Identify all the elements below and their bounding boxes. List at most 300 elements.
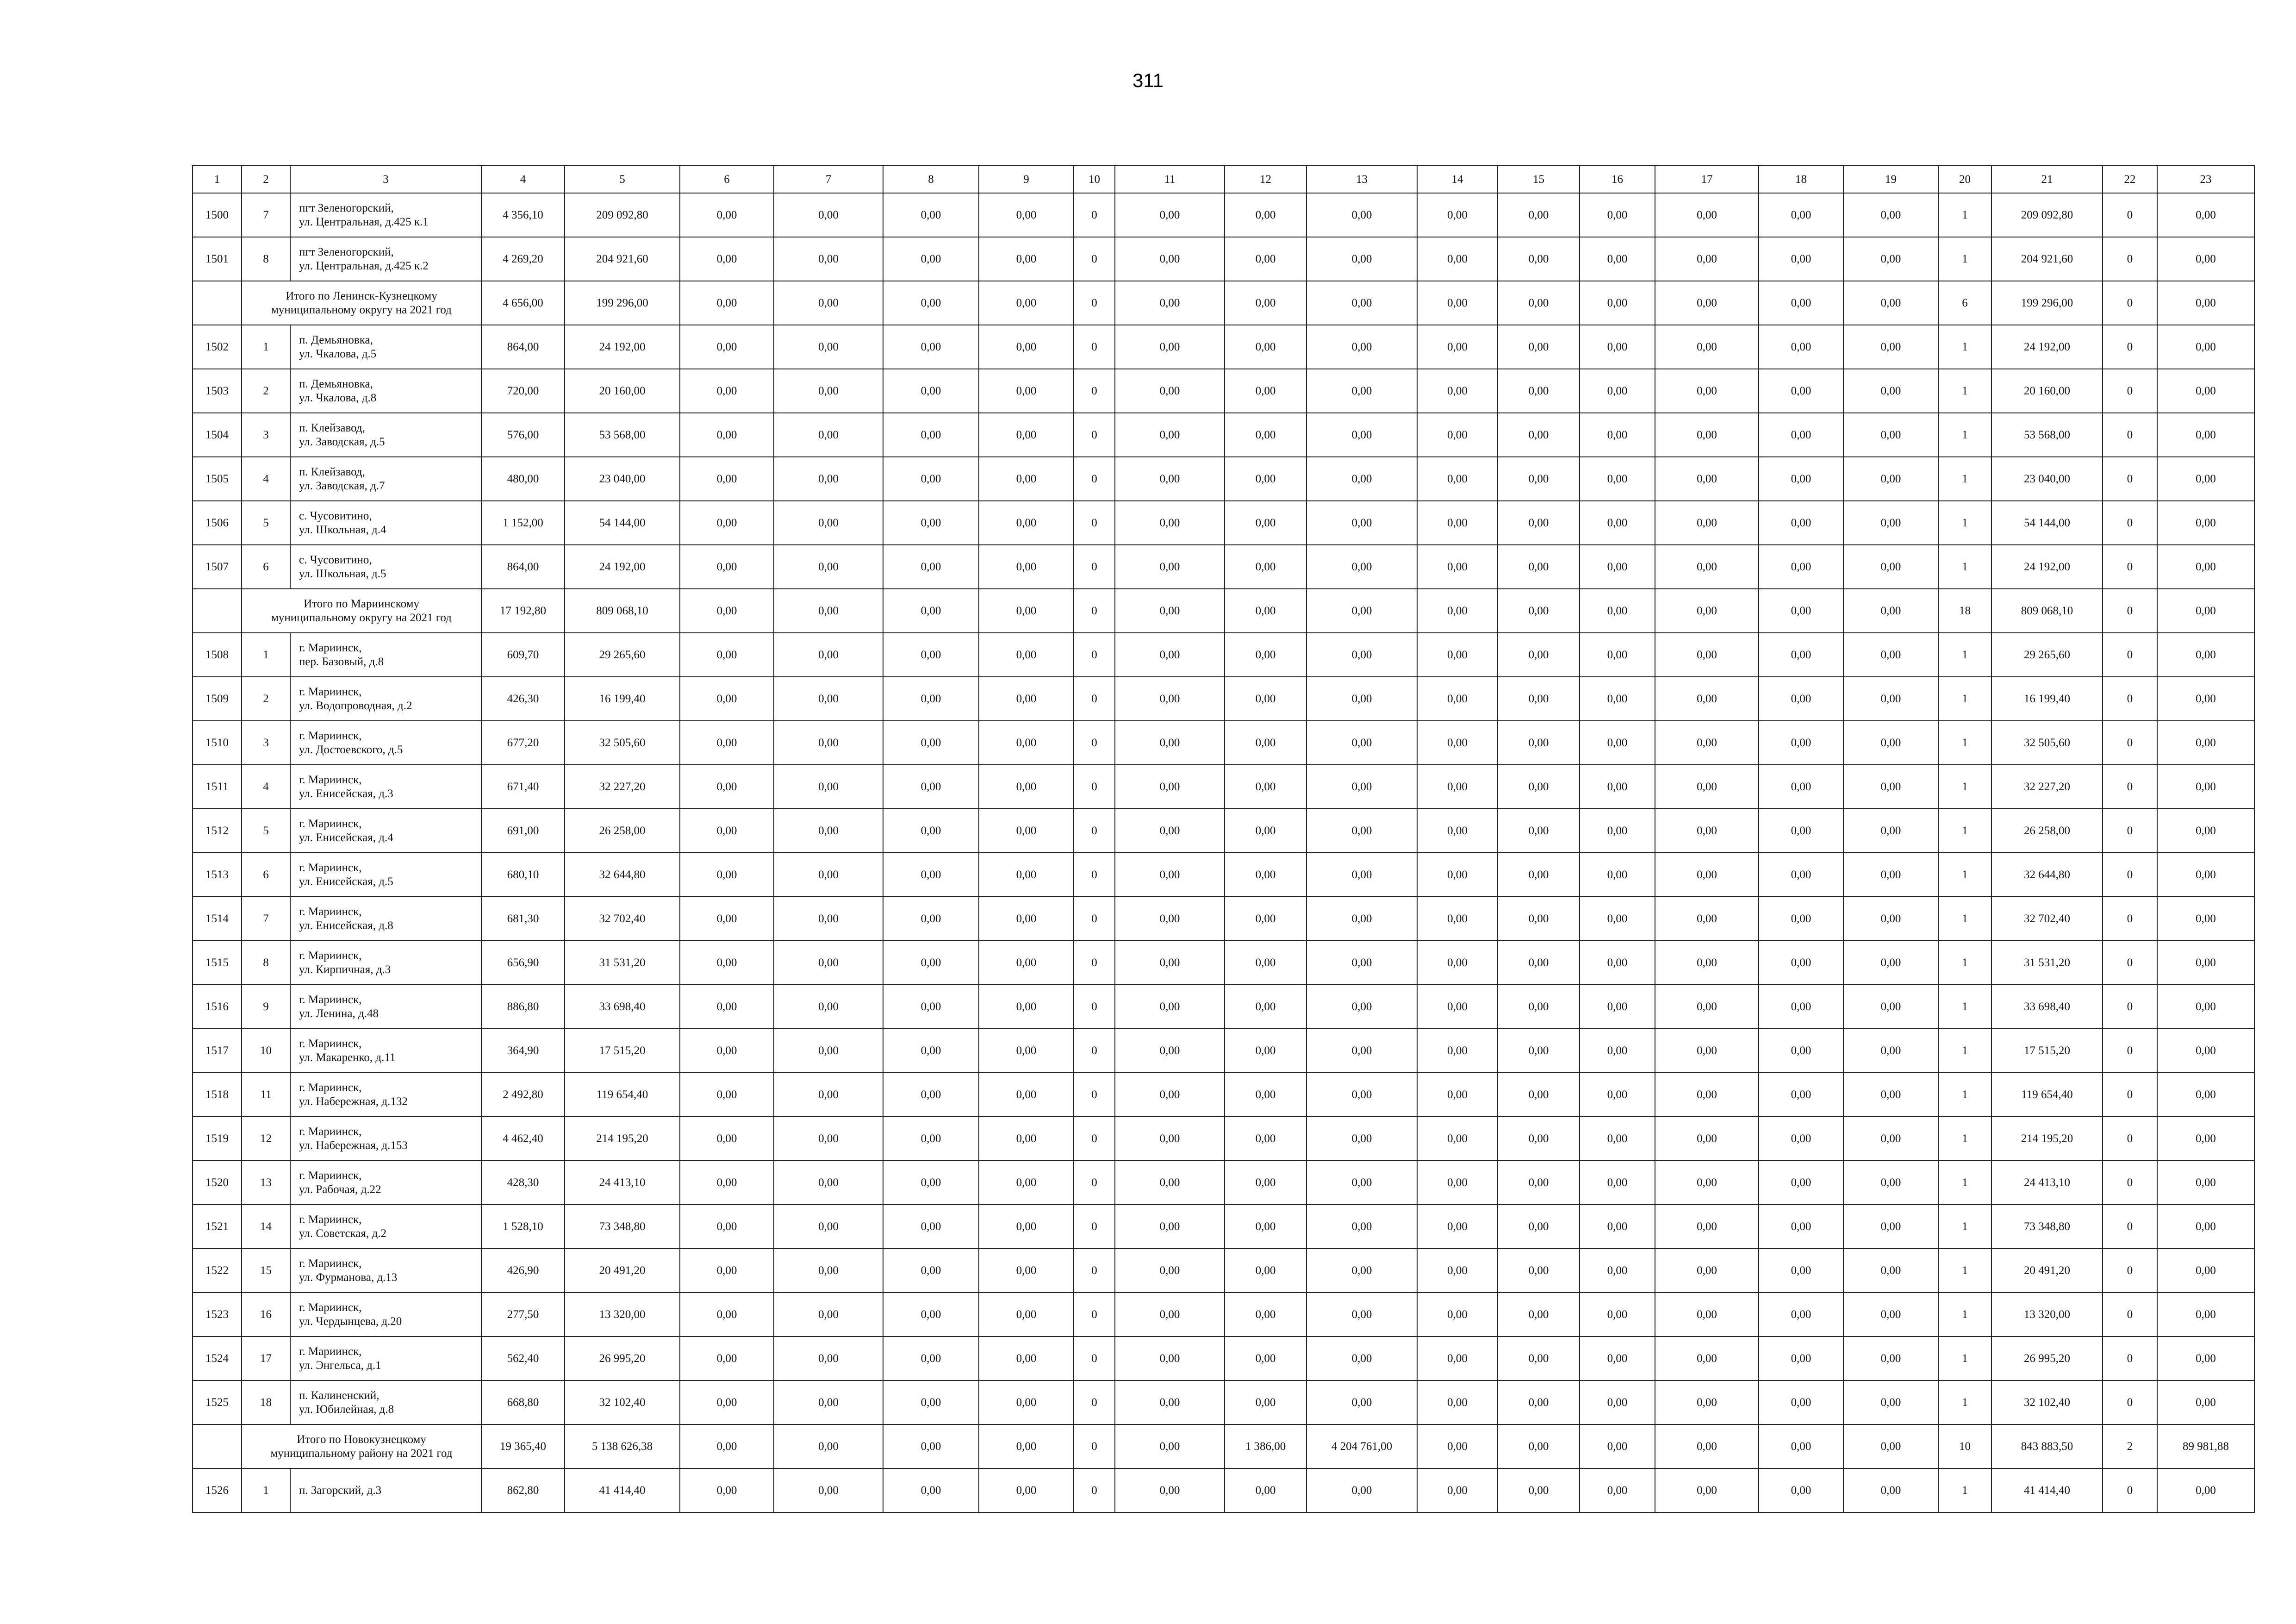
value-cell: 0,00 <box>1580 1424 1655 1468</box>
value-cell: 0,00 <box>680 633 774 677</box>
value-cell: 0,00 <box>979 853 1074 897</box>
value-cell: 0 <box>1074 545 1115 589</box>
value-cell: 0,00 <box>1655 325 1759 369</box>
column-header: 9 <box>979 166 1074 193</box>
value-cell: 0,00 <box>1417 1249 1498 1293</box>
address-cell <box>290 941 481 985</box>
value-cell: 0,00 <box>1115 325 1225 369</box>
table-row <box>193 369 2254 413</box>
value-cell: 0,00 <box>1759 1468 1843 1512</box>
value-cell: 0,00 <box>680 1029 774 1073</box>
value-cell: 0,00 <box>1417 1161 1498 1205</box>
value-cell: 0,00 <box>2157 501 2254 545</box>
value-cell: 0,00 <box>1225 1380 1307 1424</box>
value-cell: 24 192,00 <box>565 325 680 369</box>
value-cell: 0 <box>1074 1380 1115 1424</box>
value-cell: 1 <box>1938 369 1991 413</box>
value-cell: 1 <box>1938 1029 1991 1073</box>
value-cell: 0,00 <box>1759 1161 1843 1205</box>
value-cell: 32 702,40 <box>565 897 680 941</box>
row-id-cell: 1510 <box>193 721 242 765</box>
address-line: г. Мариинск, <box>299 993 362 1006</box>
value-cell: 0,00 <box>1498 1468 1580 1512</box>
table-row <box>193 721 2254 765</box>
value-cell: 0,00 <box>1843 237 1938 281</box>
value-cell: 0,00 <box>1843 193 1938 237</box>
value-cell: 0 <box>1074 721 1115 765</box>
value-cell: 0,00 <box>1580 897 1655 941</box>
value-cell: 0,00 <box>680 1424 774 1468</box>
value-cell: 0,00 <box>774 457 883 501</box>
value-cell: 0,00 <box>883 985 979 1029</box>
value-cell: 0,00 <box>1759 281 1843 325</box>
value-cell: 1 <box>1938 1205 1991 1249</box>
row-id-cell: 1516 <box>193 985 242 1029</box>
value-cell: 0,00 <box>1225 633 1307 677</box>
table-row <box>193 545 2254 589</box>
value-cell: 0,00 <box>2157 1117 2254 1161</box>
value-cell: 53 568,00 <box>1991 413 2103 457</box>
value-cell: 0,00 <box>1843 1337 1938 1380</box>
value-cell: 0,00 <box>1655 765 1759 809</box>
value-cell: 0,00 <box>883 1073 979 1117</box>
row-id-cell: 1520 <box>193 1161 242 1205</box>
value-cell: 0,00 <box>1843 1161 1938 1205</box>
value-cell: 0,00 <box>680 237 774 281</box>
value-cell: 41 414,40 <box>565 1468 680 1512</box>
value-cell: 0,00 <box>1843 413 1938 457</box>
value-cell: 0,00 <box>1498 1161 1580 1205</box>
value-cell: 0,00 <box>680 941 774 985</box>
value-cell: 0,00 <box>680 325 774 369</box>
value-cell: 0,00 <box>1115 1073 1225 1117</box>
value-cell: 0,00 <box>1307 1249 1417 1293</box>
address-line: г. Мариинск, <box>299 729 362 742</box>
value-cell: 0,00 <box>979 457 1074 501</box>
value-cell: 0 <box>2103 281 2157 325</box>
value-cell: 0,00 <box>1498 281 1580 325</box>
value-cell: 209 092,80 <box>565 193 680 237</box>
table-row <box>193 1029 2254 1073</box>
value-cell: 0,00 <box>2157 1249 2254 1293</box>
value-cell: 0,00 <box>1225 1293 1307 1337</box>
column-header: 23 <box>2157 166 2254 193</box>
value-cell: 0,00 <box>1580 1161 1655 1205</box>
row-number-cell: 4 <box>242 765 290 809</box>
address-line: г. Мариинск, <box>299 773 362 786</box>
value-cell: 0,00 <box>1580 985 1655 1029</box>
value-cell: 0,00 <box>1759 765 1843 809</box>
value-cell: 0,00 <box>1498 193 1580 237</box>
value-cell: 0 <box>2103 853 2157 897</box>
value-cell: 0,00 <box>1115 1161 1225 1205</box>
value-cell: 0,00 <box>774 1293 883 1337</box>
value-cell: 0,00 <box>1225 985 1307 1029</box>
value-cell: 0,00 <box>680 1468 774 1512</box>
value-cell: 1 <box>1938 985 1991 1029</box>
row-id-cell: 1512 <box>193 809 242 853</box>
value-cell: 0 <box>2103 1293 2157 1337</box>
value-cell: 0,00 <box>979 677 1074 721</box>
value-cell: 0,00 <box>1225 237 1307 281</box>
value-cell: 0,00 <box>1498 721 1580 765</box>
address-line: г. Мариинск, <box>299 861 362 874</box>
address-line: с. Чусовитино, <box>299 553 372 566</box>
value-cell: 0,00 <box>1225 1029 1307 1073</box>
empty-cell <box>193 281 242 325</box>
value-cell: 0,00 <box>1307 545 1417 589</box>
value-cell: 0,00 <box>1759 721 1843 765</box>
address-line: ул. Чкалова, д.5 <box>299 347 377 360</box>
address-cell <box>290 1161 481 1205</box>
value-cell: 0,00 <box>1225 765 1307 809</box>
row-number-cell: 6 <box>242 853 290 897</box>
value-cell: 0 <box>2103 1029 2157 1073</box>
address-cell <box>290 1073 481 1117</box>
value-cell: 0,00 <box>2157 281 2254 325</box>
address-line: ул. Рабочая, д.22 <box>299 1183 381 1196</box>
value-cell: 0,00 <box>1843 765 1938 809</box>
value-cell: 0 <box>2103 589 2157 633</box>
value-cell: 0,00 <box>1580 1337 1655 1380</box>
value-cell: 0,00 <box>774 1468 883 1512</box>
value-cell: 0,00 <box>1655 853 1759 897</box>
value-cell: 0,00 <box>1115 1293 1225 1337</box>
value-cell: 0,00 <box>2157 941 2254 985</box>
value-cell: 204 921,60 <box>1991 237 2103 281</box>
value-cell: 0,00 <box>1655 545 1759 589</box>
value-cell: 0,00 <box>1225 325 1307 369</box>
address-line: г. Мариинск, <box>299 817 362 830</box>
value-cell: 720,00 <box>481 369 565 413</box>
value-cell: 0,00 <box>1498 1117 1580 1161</box>
value-cell: 0,00 <box>1655 1380 1759 1424</box>
value-cell: 864,00 <box>481 325 565 369</box>
row-number-cell: 4 <box>242 457 290 501</box>
value-cell: 0,00 <box>883 941 979 985</box>
address-line: ул. Макаренко, д.11 <box>299 1051 396 1064</box>
value-cell: 1 <box>1938 677 1991 721</box>
value-cell: 428,30 <box>481 1161 565 1205</box>
value-cell: 0,00 <box>680 413 774 457</box>
value-cell: 0,00 <box>1307 501 1417 545</box>
value-cell: 0 <box>1074 1117 1115 1161</box>
value-cell: 29 265,60 <box>565 633 680 677</box>
value-cell: 0,00 <box>883 193 979 237</box>
value-cell: 0,00 <box>2157 545 2254 589</box>
total-label-line: Итого по Новокузнецкому <box>297 1433 426 1446</box>
value-cell: 0,00 <box>1655 1337 1759 1380</box>
value-cell: 0,00 <box>680 501 774 545</box>
column-header: 7 <box>774 166 883 193</box>
value-cell: 0,00 <box>1307 1468 1417 1512</box>
value-cell: 0,00 <box>1498 589 1580 633</box>
value-cell: 0,00 <box>1580 545 1655 589</box>
value-cell: 0,00 <box>2157 325 2254 369</box>
row-number-cell: 5 <box>242 501 290 545</box>
address-line: п. Загорский, д.3 <box>299 1484 382 1497</box>
value-cell: 0,00 <box>883 677 979 721</box>
value-cell: 681,30 <box>481 897 565 941</box>
address-line: пгт Зеленогорский, <box>299 245 394 258</box>
value-cell: 0,00 <box>1417 809 1498 853</box>
value-cell: 0,00 <box>883 809 979 853</box>
value-cell: 0 <box>2103 765 2157 809</box>
value-cell: 0,00 <box>1417 721 1498 765</box>
value-cell: 13 320,00 <box>1991 1293 2103 1337</box>
value-cell: 0,00 <box>1655 1468 1759 1512</box>
value-cell: 0,00 <box>2157 413 2254 457</box>
value-cell: 0 <box>1074 985 1115 1029</box>
value-cell: 0 <box>1074 633 1115 677</box>
value-cell: 1 <box>1938 853 1991 897</box>
value-cell: 0,00 <box>1843 457 1938 501</box>
value-cell: 0,00 <box>883 853 979 897</box>
value-cell: 0,00 <box>883 1205 979 1249</box>
row-id-cell: 1505 <box>193 457 242 501</box>
value-cell: 0,00 <box>1307 721 1417 765</box>
column-header: 16 <box>1580 166 1655 193</box>
value-cell: 32 505,60 <box>1991 721 2103 765</box>
value-cell: 0,00 <box>1843 281 1938 325</box>
column-header: 15 <box>1498 166 1580 193</box>
value-cell: 0,00 <box>1417 325 1498 369</box>
row-id-cell: 1515 <box>193 941 242 985</box>
value-cell: 0,00 <box>1307 1293 1417 1337</box>
value-cell: 0,00 <box>1580 589 1655 633</box>
address-cell <box>290 369 481 413</box>
value-cell: 0,00 <box>1843 1468 1938 1512</box>
value-cell: 0,00 <box>883 369 979 413</box>
column-header: 14 <box>1417 166 1498 193</box>
table-row <box>193 941 2254 985</box>
value-cell: 0 <box>1074 1337 1115 1380</box>
value-cell: 677,20 <box>481 721 565 765</box>
value-cell: 209 092,80 <box>1991 193 2103 237</box>
value-cell: 0,00 <box>1225 413 1307 457</box>
column-header: 18 <box>1759 166 1843 193</box>
value-cell: 0,00 <box>1759 897 1843 941</box>
value-cell: 0,00 <box>2157 1029 2254 1073</box>
value-cell: 0,00 <box>1115 897 1225 941</box>
address-line: г. Мариинск, <box>299 1081 362 1094</box>
value-cell: 0,00 <box>1655 633 1759 677</box>
value-cell: 0,00 <box>883 633 979 677</box>
table-row <box>193 809 2254 853</box>
value-cell: 0,00 <box>1307 897 1417 941</box>
value-cell: 0,00 <box>2157 1337 2254 1380</box>
value-cell: 0,00 <box>1759 985 1843 1029</box>
address-cell <box>290 237 481 281</box>
value-cell: 18 <box>1938 589 1991 633</box>
value-cell: 119 654,40 <box>1991 1073 2103 1117</box>
table-row <box>193 853 2254 897</box>
value-cell: 0,00 <box>774 413 883 457</box>
value-cell: 0,00 <box>1759 413 1843 457</box>
value-cell: 119 654,40 <box>565 1073 680 1117</box>
value-cell: 0,00 <box>1225 941 1307 985</box>
column-header: 1 <box>193 166 242 193</box>
value-cell: 691,00 <box>481 809 565 853</box>
value-cell: 0 <box>2103 1249 2157 1293</box>
value-cell: 33 698,40 <box>565 985 680 1029</box>
value-cell: 29 265,60 <box>1991 633 2103 677</box>
value-cell: 0,00 <box>1843 633 1938 677</box>
value-cell: 0 <box>2103 193 2157 237</box>
address-cell <box>290 1117 481 1161</box>
value-cell: 0 <box>2103 545 2157 589</box>
value-cell: 0 <box>2103 1337 2157 1380</box>
value-cell: 0,00 <box>1417 1293 1498 1337</box>
value-cell: 0,00 <box>680 1293 774 1337</box>
table-row <box>193 985 2254 1029</box>
value-cell: 0 <box>2103 985 2157 1029</box>
row-number-cell: 6 <box>242 545 290 589</box>
address-line: п. Демьяновка, <box>299 377 373 390</box>
address-line: п. Клейзавод, <box>299 421 365 434</box>
value-cell: 0,00 <box>680 589 774 633</box>
address-line: пер. Базовый, д.8 <box>299 655 384 668</box>
value-cell: 0,00 <box>1759 501 1843 545</box>
address-cell <box>290 1380 481 1424</box>
value-cell: 0,00 <box>979 1293 1074 1337</box>
column-header: 5 <box>565 166 680 193</box>
value-cell: 0,00 <box>1655 1293 1759 1337</box>
value-cell: 0,00 <box>1655 589 1759 633</box>
table-row <box>193 1380 2254 1424</box>
value-cell: 0,00 <box>1115 985 1225 1029</box>
address-cell <box>290 193 481 237</box>
value-cell: 0,00 <box>1225 677 1307 721</box>
column-header: 2 <box>242 166 290 193</box>
value-cell: 0,00 <box>774 1424 883 1468</box>
value-cell: 0,00 <box>979 545 1074 589</box>
address-line: ул. Енисейская, д.3 <box>299 787 393 800</box>
value-cell: 0,00 <box>1759 589 1843 633</box>
value-cell: 0 <box>2103 1161 2157 1205</box>
value-cell: 24 192,00 <box>565 545 680 589</box>
value-cell: 0,00 <box>1115 1249 1225 1293</box>
value-cell: 0,00 <box>1655 1205 1759 1249</box>
row-id-cell: 1503 <box>193 369 242 413</box>
value-cell: 0,00 <box>1759 1293 1843 1337</box>
value-cell: 13 320,00 <box>565 1293 680 1337</box>
value-cell: 0,00 <box>680 809 774 853</box>
value-cell: 809 068,10 <box>1991 589 2103 633</box>
value-cell: 0 <box>1074 1468 1115 1512</box>
value-cell: 0,00 <box>883 281 979 325</box>
value-cell: 0,00 <box>680 193 774 237</box>
value-cell: 0,00 <box>1498 545 1580 589</box>
value-cell: 0,00 <box>2157 589 2254 633</box>
value-cell: 0,00 <box>1115 765 1225 809</box>
value-cell: 0,00 <box>1655 369 1759 413</box>
row-id-cell: 1511 <box>193 765 242 809</box>
value-cell: 0,00 <box>680 1337 774 1380</box>
value-cell: 0,00 <box>774 369 883 413</box>
value-cell: 0,00 <box>1115 1029 1225 1073</box>
address-line: г. Мариинск, <box>299 1037 362 1050</box>
value-cell: 1 <box>1938 1249 1991 1293</box>
column-header: 4 <box>481 166 565 193</box>
value-cell: 0,00 <box>979 1073 1074 1117</box>
address-line: г. Мариинск, <box>299 1345 362 1358</box>
value-cell: 0,00 <box>1307 677 1417 721</box>
value-cell: 16 199,40 <box>565 677 680 721</box>
value-cell: 0,00 <box>1655 1073 1759 1117</box>
value-cell: 0,00 <box>1498 1073 1580 1117</box>
column-header: 12 <box>1225 166 1307 193</box>
value-cell: 0,00 <box>1759 1424 1843 1468</box>
table-row <box>193 193 2254 237</box>
row-number-cell: 2 <box>242 369 290 413</box>
value-cell: 1 152,00 <box>481 501 565 545</box>
address-line: г. Мариинск, <box>299 685 362 698</box>
row-number-cell: 15 <box>242 1249 290 1293</box>
data-table <box>192 165 2255 1513</box>
value-cell: 0,00 <box>979 1161 1074 1205</box>
address-line: ул. Енисейская, д.4 <box>299 831 393 844</box>
value-cell: 0,00 <box>883 765 979 809</box>
value-cell: 0,00 <box>1115 677 1225 721</box>
value-cell: 0,00 <box>774 1249 883 1293</box>
value-cell: 0,00 <box>883 897 979 941</box>
value-cell: 2 492,80 <box>481 1073 565 1117</box>
value-cell: 0,00 <box>680 765 774 809</box>
value-cell: 0,00 <box>680 1073 774 1117</box>
value-cell: 0,00 <box>2157 809 2254 853</box>
value-cell: 31 531,20 <box>565 941 680 985</box>
value-cell: 0,00 <box>1759 1249 1843 1293</box>
value-cell: 0,00 <box>1417 1073 1498 1117</box>
value-cell: 1 <box>1938 193 1991 237</box>
address-cell <box>290 985 481 1029</box>
value-cell: 0,00 <box>774 809 883 853</box>
value-cell: 0,00 <box>1759 677 1843 721</box>
header-row <box>193 166 2254 193</box>
value-cell: 0,00 <box>1759 1380 1843 1424</box>
row-id-cell: 1500 <box>193 193 242 237</box>
value-cell: 0,00 <box>1498 677 1580 721</box>
value-cell: 668,80 <box>481 1380 565 1424</box>
value-cell: 32 505,60 <box>565 721 680 765</box>
value-cell: 24 192,00 <box>1991 545 2103 589</box>
address-cell <box>290 1293 481 1337</box>
value-cell: 0,00 <box>774 237 883 281</box>
value-cell: 199 296,00 <box>1991 281 2103 325</box>
address-line: г. Мариинск, <box>299 905 362 918</box>
value-cell: 0,00 <box>1843 589 1938 633</box>
value-cell: 0,00 <box>979 1337 1074 1380</box>
value-cell: 17 515,20 <box>565 1029 680 1073</box>
value-cell: 0,00 <box>1498 897 1580 941</box>
value-cell: 0,00 <box>774 721 883 765</box>
value-cell: 0,00 <box>979 1380 1074 1424</box>
table-row <box>193 501 2254 545</box>
total-label-line: Итого по Мариинскому <box>304 597 419 610</box>
value-cell: 0,00 <box>1759 1205 1843 1249</box>
value-cell: 0,00 <box>979 1249 1074 1293</box>
value-cell: 0 <box>1074 413 1115 457</box>
value-cell: 0,00 <box>1307 1380 1417 1424</box>
value-cell: 0 <box>2103 1205 2157 1249</box>
address-cell <box>290 853 481 897</box>
value-cell: 0,00 <box>1225 501 1307 545</box>
table-row <box>193 457 2254 501</box>
value-cell: 1 <box>1938 325 1991 369</box>
value-cell: 1 <box>1938 413 1991 457</box>
address-cell <box>290 1468 481 1512</box>
